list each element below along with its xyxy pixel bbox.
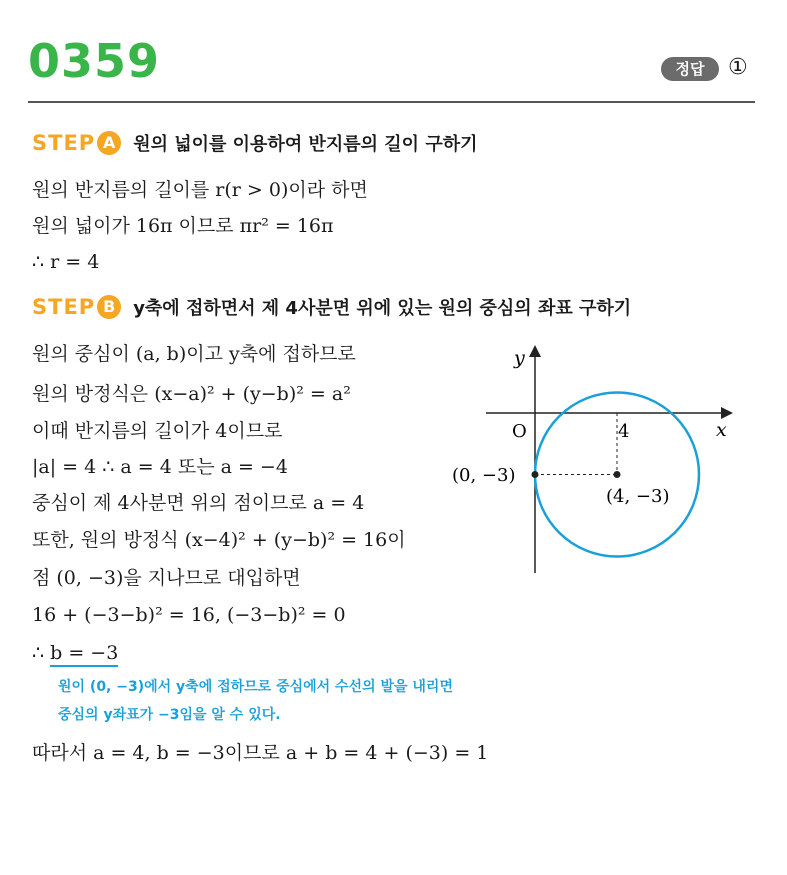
- note-line-2: 중심의 y좌표가 −3임을 알 수 있다.: [58, 707, 281, 723]
- result-prefix: ∴: [32, 642, 51, 664]
- circle-graph: [440, 338, 740, 578]
- step-b-line-8: 16 + (−3−b)² = 16, (−3−b)² = 0: [32, 604, 346, 626]
- conclusion-line: 따라서 a = 4, b = −3이므로 a + b = 4 + (−3) = 1: [32, 742, 489, 764]
- step-b-badge: B: [97, 295, 121, 319]
- step-b-header: [32, 292, 631, 322]
- step-a-line-2: 원의 넓이가 16π 이므로 πr² = 16π: [32, 215, 334, 237]
- step-a-word: STEP: [32, 131, 96, 155]
- problem-number: 0359: [28, 34, 161, 88]
- step-b-line-2: 원의 방정식은 (x−a)² + (y−b)² = a²: [32, 383, 351, 405]
- result-value: b = −3: [50, 642, 118, 667]
- step-b-title: y축에 접하면서 제 4사분면 위에 있는 원의 중심의 좌표 구하기: [133, 298, 632, 319]
- step-b-result: [32, 640, 118, 666]
- answer-badge: 정답: [661, 57, 719, 81]
- step-b-line-1: 원의 중심이 (a, b)이고 y축에 접하므로: [32, 343, 356, 365]
- y-axis-label: y: [514, 347, 525, 369]
- tick-label-4: 4: [618, 421, 630, 442]
- step-a-line-3: ∴ r = 4: [32, 251, 100, 273]
- header-rule: [28, 101, 755, 103]
- step-a-title: 원의 넓이를 이용하여 반지름의 길이 구하기: [133, 134, 478, 155]
- answer-value: ①: [728, 55, 748, 80]
- step-b-word: STEP: [32, 295, 96, 319]
- center-point: [614, 471, 621, 478]
- step-a-badge: A: [97, 131, 121, 155]
- step-b-line-6: 또한, 원의 방정식 (x−4)² + (y−b)² = 16이: [32, 529, 406, 551]
- tangent-point-label: (0, −3): [452, 465, 516, 486]
- center-label: (4, −3): [606, 486, 670, 507]
- step-b-line-4: |a| = 4 ∴ a = 4 또는 a = −4: [32, 456, 288, 478]
- x-axis-label: x: [716, 419, 727, 441]
- origin-label: O: [512, 421, 527, 442]
- tangent-point: [532, 471, 539, 478]
- step-a-header: [32, 128, 478, 158]
- note-line-1: 원이 (0, −3)에서 y축에 접하므로 중심에서 수선의 발을 내리면: [58, 679, 453, 695]
- step-b-line-7: 점 (0, −3)을 지나므로 대입하면: [32, 567, 301, 589]
- step-b-line-3: 이때 반지름의 길이가 4이므로: [32, 420, 283, 442]
- step-a-line-1: 원의 반지름의 길이를 r(r > 0)이라 하면: [32, 179, 368, 201]
- step-b-line-5: 중심이 제 4사분면 위의 점이므로 a = 4: [32, 492, 365, 514]
